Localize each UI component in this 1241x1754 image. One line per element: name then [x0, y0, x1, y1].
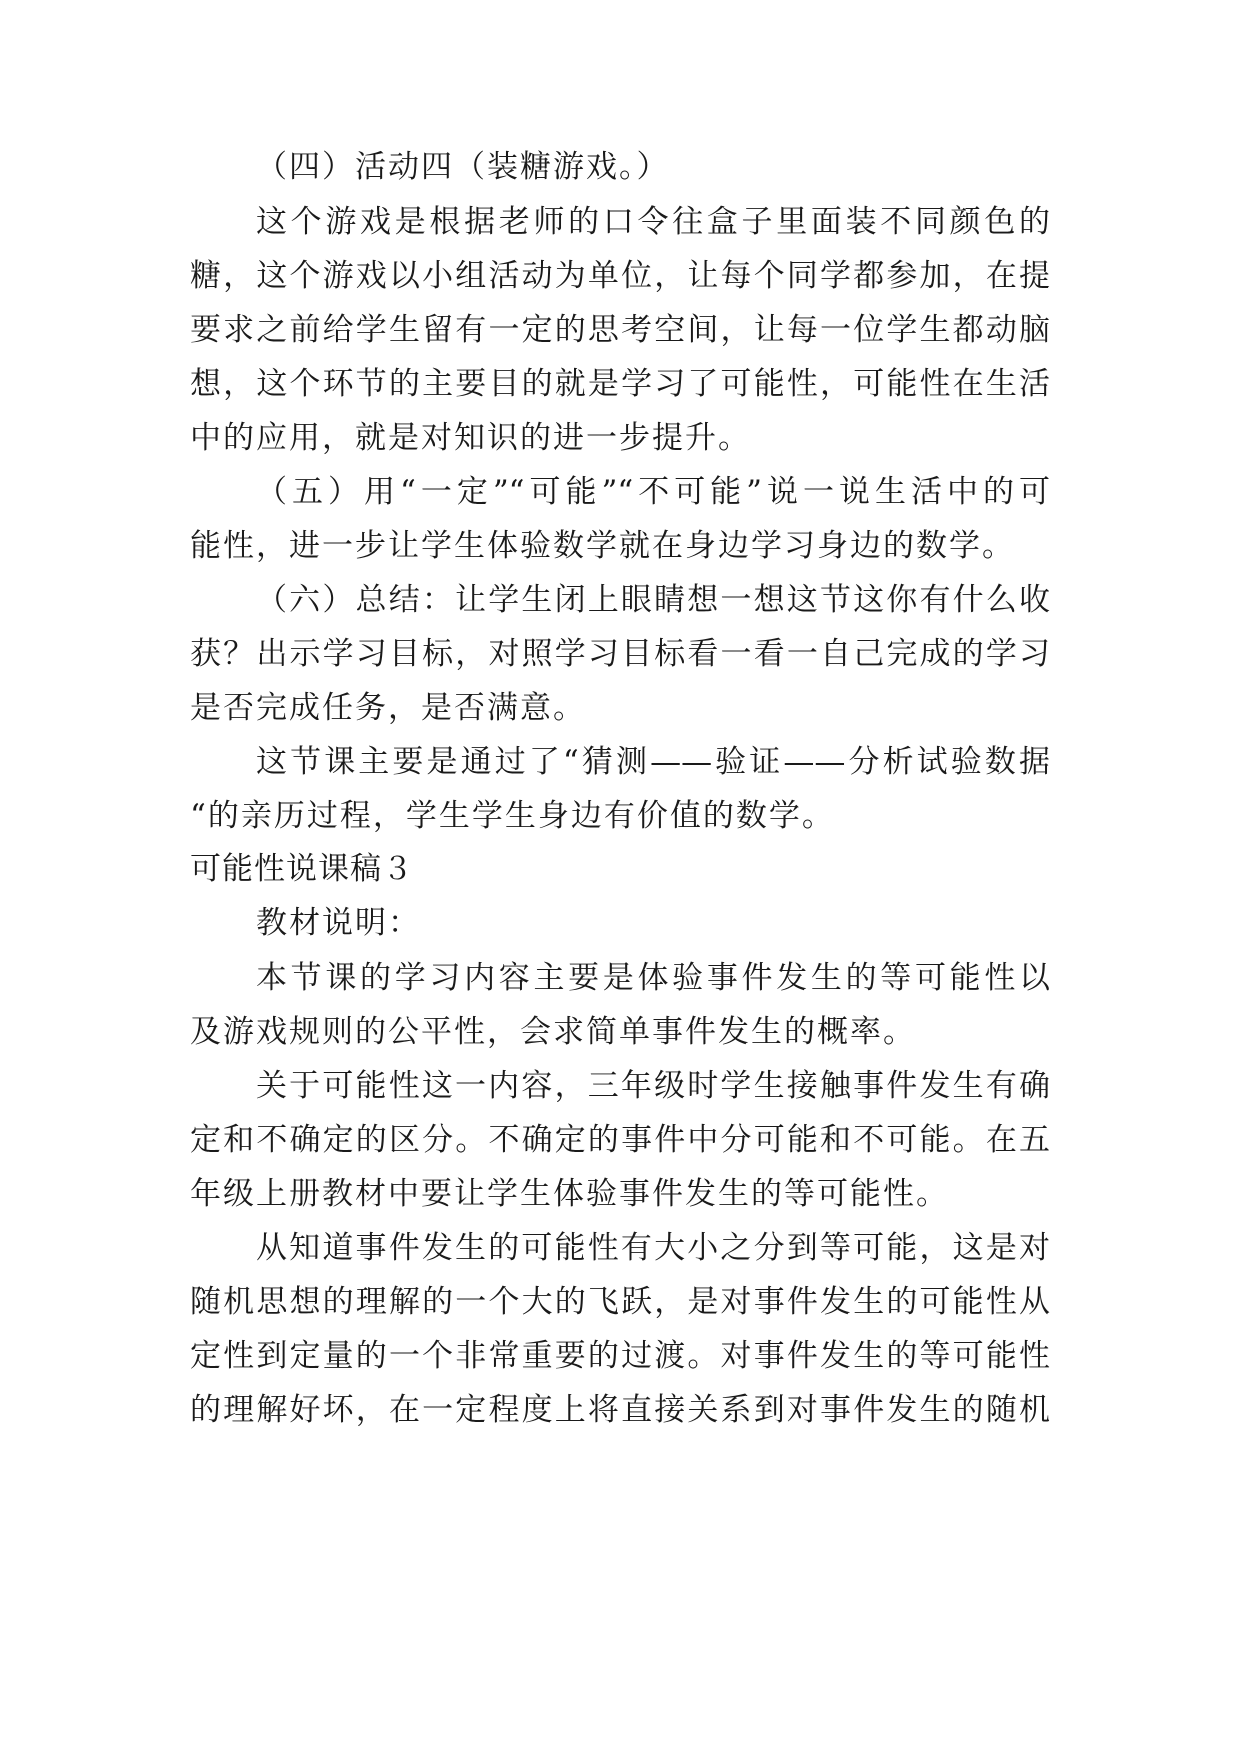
paragraph-line: （五）用“一定”“可能”“不可能”说一说生活中的可 — [256, 474, 1050, 510]
paragraph-line: 定性到定量的一个非常重要的过渡。对事件发生的等可能性 — [190, 1338, 1050, 1374]
paragraph-line: 的理解好坏，在一定程度上将直接关系到对事件发生的随机 — [190, 1392, 1050, 1428]
document-title: 可能性说课稿３ — [190, 851, 414, 887]
paragraph-line: 获？出示学习目标，对照学习目标看一看一自己完成的学习 — [190, 636, 1050, 672]
paragraph-line: 及游戏规则的公平性，会求简单事件发生的概率。 — [190, 1014, 916, 1050]
paragraph-line: 本节课的学习内容主要是体验事件发生的等可能性以 — [256, 960, 1050, 996]
section-heading-activity-four: （四）活动四（装糖游戏。） — [256, 149, 670, 185]
paragraph-line: 是否完成任务，是否满意。 — [190, 690, 586, 726]
paragraph-line: 这节课主要是通过了“猜测——验证——分析试验数据 — [256, 744, 1050, 780]
paragraph-line: 随机思想的理解的一个大的飞跃，是对事件发生的可能性从 — [190, 1284, 1050, 1320]
paragraph-line: 想，这个环节的主要目的就是学习了可能性，可能性在生活 — [190, 366, 1050, 402]
section-heading-material: 教材说明： — [256, 905, 421, 941]
paragraph-line: 从知道事件发生的可能性有大小之分到等可能，这是对 — [256, 1230, 1050, 1266]
paragraph-line: 年级上册教材中要让学生体验事件发生的等可能性。 — [190, 1176, 949, 1212]
paragraph-line: 中的应用，就是对知识的进一步提升。 — [190, 420, 751, 456]
paragraph-line: （六）总结：让学生闭上眼睛想一想这节这你有什么收 — [256, 582, 1050, 618]
paragraph-line: 这个游戏是根据老师的口令往盒子里面装不同颜色的 — [256, 204, 1050, 240]
paragraph-line: 要求之前给学生留有一定的思考空间，让每一位学生都动脑 — [190, 312, 1050, 348]
paragraph-line: 糖，这个游戏以小组活动为单位，让每个同学都参加，在提 — [190, 258, 1050, 294]
paragraph-line: 关于可能性这一内容，三年级时学生接触事件发生有确 — [256, 1068, 1050, 1104]
paragraph-line: 定和不确定的区分。不确定的事件中分可能和不可能。在五 — [190, 1122, 1050, 1158]
paragraph-line: 能性，进一步让学生体验数学就在身边学习身边的数学。 — [190, 528, 1015, 564]
paragraph-line: “的亲历过程，学生学生身边有价值的数学。 — [190, 798, 835, 834]
